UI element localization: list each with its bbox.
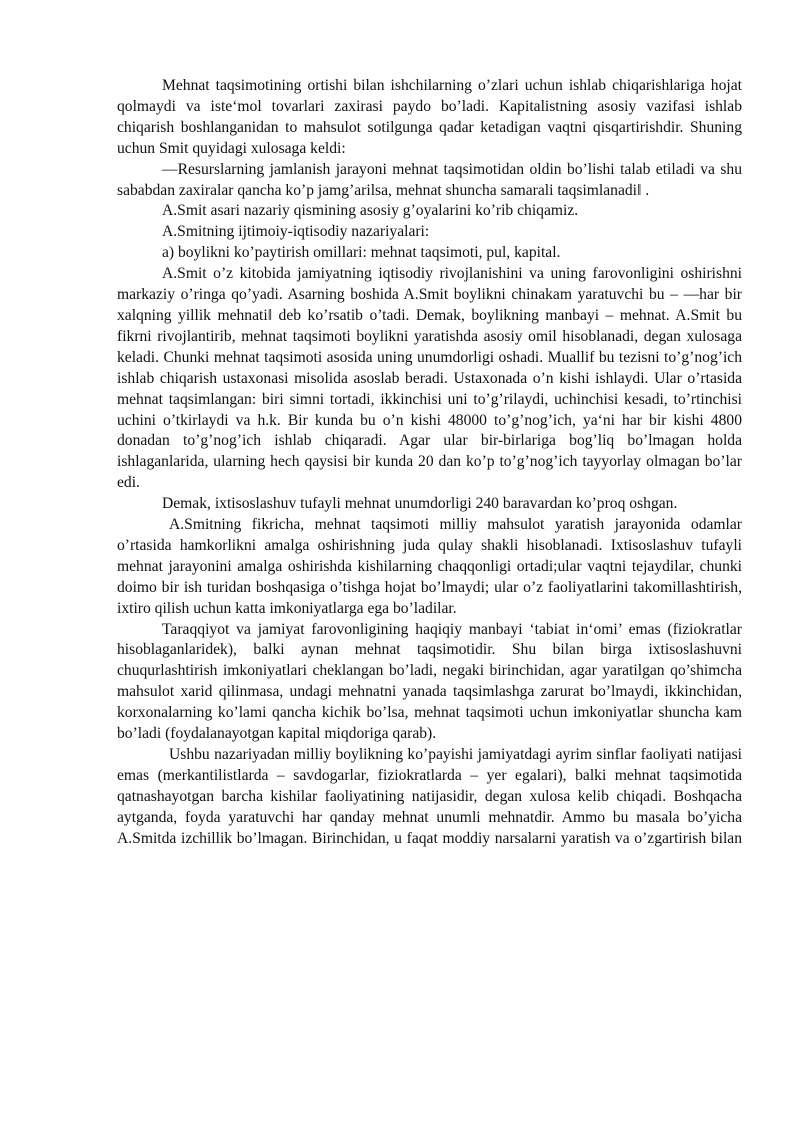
paragraph-smith-quote: ―Resurslarning jamlanish jarayoni mehnat taqsimotidan oldin bo’lishi talab etiladi va shu sababdan zaxiralar qancha ko’p jamg’arilsa, mehnat shuncha samarali taqsimlanadi‖ . — [117, 160, 742, 199]
paragraph-theory-overview: A.Smit asari nazariy qismining asosiy g’oyalarini ko’rib chiqamiz. — [162, 202, 579, 220]
paragraph-division-of-labor-intro: Mehnat taqsimotining ortishi bilan ishchilarning o’zlari uchun ishlab chiqarishlariga hojat qolmaydi va iste‘mol tovarlari zaxirasi paydo bo’ladi. Kapitalistning asosiy vazifasi ishlab chiqarish boshlanganidan to mahsulot sotilgunga qadar ketadigan vaqtni qisqartirishdir. Shuning uchun Smit quyidagi xulosaga keldi: — [117, 77, 742, 157]
paragraph-pin-factory: A.Smit o’z kitobida jamiyatning iqtisodiy rivojlanishini va uning farovonligini oshirishni markaziy o’ringa qo’yadi. Asarning boshida A.Smit boylikni chinakam yaratuvchi bu – ―har bir xalqning yillik mehnati‖ deb ko’rsatib o’tadi. Demak, boylikning manbayi – mehnat. A.Smit bu fikrni rivojlantirib, mehnat taqsimoti boylikni yaratishda asosiy omil hisoblanadi, degan xulosaga keladi. Chunki mehnat taqsimoti asosida uning unumdorligi oshadi. Muallif bu tezisni to’g’nog’ich ishlab chiqarish ustaxonasi misolida asoslab beradi. Ustaxonada o’n kishi ishlaydi. Ular o’rtasida mehnat taqsimlangan: biri simni tortadi, ikkinchisi uni to’g’rilaydi, uchinchisi kesadi, to’rtinchisi uchini o’tkirlaydi va h.k. Bir kunda bu o’n kishi 48000 to’g’nog’ich, ya‘ni har bir kishi 4800 donadan to’g’nog’ich ishlab chiqaradi. Agar ular bir-birlariga bog’liq bo’lmagan holda ishlaganlarida, ularning hech qaysisi bir kunda 20 dan ko’p to’g’nog’ich tayyorlay olmagan bo’lar edi. — [117, 265, 742, 492]
paragraph-socio-economic-theories: A.Smitning ijtimoiy-iqtisodiy nazariyalari: — [162, 223, 430, 241]
paragraph-productivity-increase: Demak, ixtisoslashuv tufayli mehnat unumdorligi 240 baravardan ko’proq oshgan. — [162, 495, 678, 513]
document-page — [117, 76, 742, 850]
paragraph-wealth-factors: a) boylikni ko’paytirish omillari: mehnat taqsimoti, pul, kapital. — [162, 244, 561, 262]
paragraph-cooperation: A.Smitning fikricha, mehnat taqsimoti milliy mahsulot yaratish jarayonida odamlar o’rtasida hamkorlikni amalga oshirishning juda qulay shakli hisoblanadi. Ixtisoslashuv tufayli mehnat jarayonini amalga oshirishda kishilarning chaqqonligi ortadi;ular vaqtni tejaydilar, chunki doimo bir ish turidan boshqasiga o’tishga hojat bo’lmaydi; ular o’z faoliyatlarini takomillashtirish, ixtiro qilish uchun katta imkoniyatlarga ega bo’ladilar. — [117, 516, 742, 617]
paragraph-national-wealth: Ushbu nazariyadan milliy boylikning ko’payishi jamiyatdagi ayrim sinflar faoliyati natijasi emas (merkantilistlarda – savdogarlar, fiziokratlarda – yer egalari), balki mehnat taqsimotida qatnashayotgan barcha kishilar faoliyatining natijasidir, degan xulosa kelib chiqadi. Boshqacha aytganda, foyda yaratuvchi har qanday mehnat unumli mehnatdir. Ammo bu masala bo’yicha A.Smitda izchillik bo’lmagan. Birinchidan, u faqat moddiy narsalarni yaratish va o’zgartirish bilan — [117, 746, 742, 847]
paragraph-progress-source: Taraqqiyot va jamiyat farovonligining haqiqiy manbayi ‘tabiat in‘omi’ emas (fiziokratlar hisoblaganlaridek), balki aynan mehnat taqsimotidir. Shu bilan birga ixtisoslashuvni chuqurlashtirish imkoniyatlari cheklangan bo’ladi, negaki birinchidan, agar yaratilgan qo’shimcha mahsulot xarid qilinmasa, undagi mehnatni yanada taqsimlashga zarurat bo’lmaydi, ikkinchidan, korxonalarning ko’lami qancha kichik bo’lsa, mehnat taqsimoti uchun imkoniyatlar shuncha kam bo’ladi (foydalanayotgan kapital miqdoriga qarab). — [117, 620, 742, 743]
